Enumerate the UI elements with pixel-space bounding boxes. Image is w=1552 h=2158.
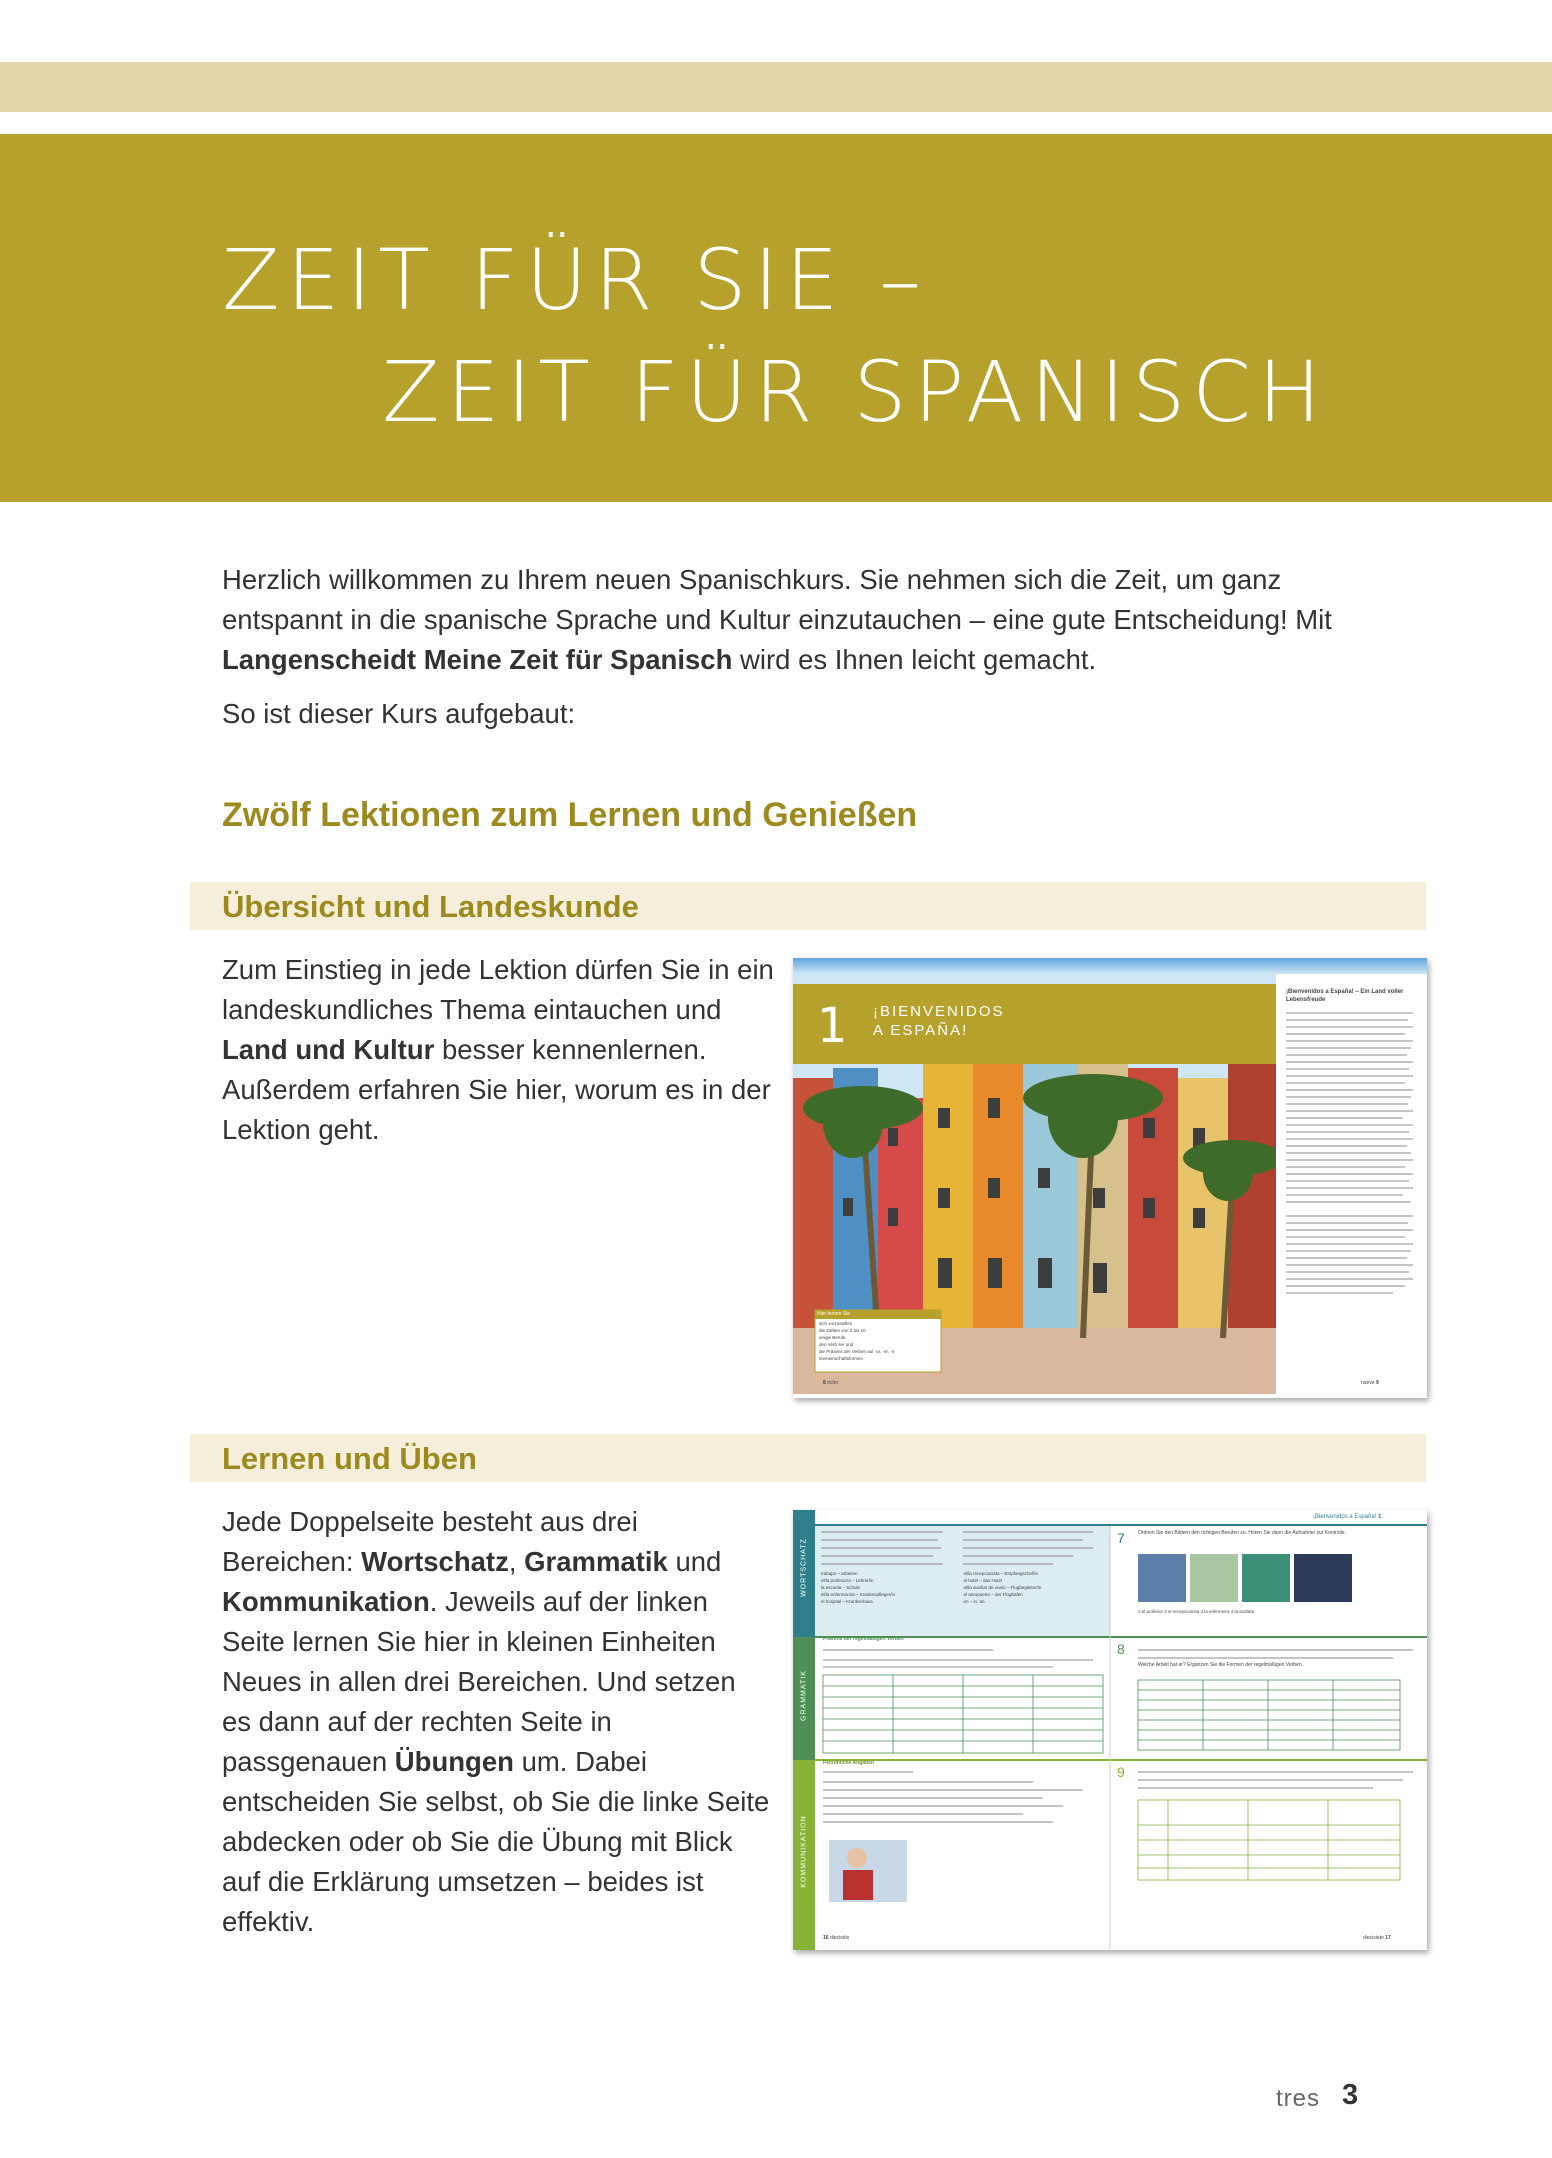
intro-text-start: Herzlich willkommen zu Ihrem neuen Spanischkurs. Sie nehmen sich die Zeit, um ganz entspannt in die spanische Sprache und Kultur einzutauchen – eine gute Entscheidung! Mit: [222, 564, 1332, 635]
vocab-item: el hotel – das Hotel: [963, 1578, 1003, 1583]
top-decor-band: [0, 62, 1552, 112]
practice-text-part: . Jeweils auf der linken Seite lernen Sie hier in kleinen Einheiten Neues in allen drei Bereichen. Und setzen es dann auf der rechten Seite in passgenauen: [222, 1586, 736, 1777]
practice-text-part: Jede Doppelseite besteht aus drei Bereichen:: [222, 1506, 638, 1577]
term-uebungen: Übungen: [394, 1746, 514, 1777]
preview-header-right: [1313, 1514, 1381, 1521]
overview-text-start: Zum Einstieg in jede Lektion dürfen Sie in ein landeskundliches Thema eintauchen und: [222, 954, 774, 1025]
double-page-preview: [793, 1510, 1427, 1950]
box-item: sich vorzustellen: [819, 1321, 853, 1326]
lesson-number: 1: [817, 998, 848, 1054]
practice-text: [222, 1502, 770, 1942]
intro-structure-line: So ist dieser Kurs aufgebaut:: [222, 698, 576, 729]
main-heading: Zwölf Lektionen zum Lernen und Genießen: [222, 796, 918, 834]
section-heading-practice: Lernen und Üben: [222, 1441, 477, 1476]
preview2-footer-right: [1363, 1935, 1391, 1942]
page-number: 3: [1342, 2079, 1359, 2111]
page-number-left: 8: [823, 1380, 826, 1386]
practice-text-part: um. Dabei entscheiden Sie selbst, ob Sie die linke Seite abdecken oder ob Sie die Übung mit Blick auf die Erklärung umsetzen – beides ist effektiv.: [222, 1746, 770, 1937]
intro-text-end: wird es Ihnen leicht gemacht.: [732, 644, 1097, 675]
intro-text: [222, 560, 1372, 734]
exercise-7-caption: 1 el profesor 2 el recepcionista 3 la enfermera 4 la azafata: [1138, 1609, 1255, 1614]
page-word-left: dieciséis: [829, 1935, 850, 1941]
term-grammatik: Grammatik: [524, 1546, 668, 1577]
title-banner: [0, 134, 1552, 502]
vocab-item: el/la auxiliar de vuelo – Flugbegleiter/in: [963, 1585, 1042, 1590]
vocabulary-list: [821, 1570, 1101, 1605]
box-title: Hier lernen Sie: [817, 1311, 851, 1317]
vocab-item: trabajar – arbeiten: [821, 1571, 858, 1576]
vocab-item: el/la profesor/a – Lehrer/in: [821, 1578, 874, 1583]
page-word-right: nueve: [1361, 1380, 1375, 1386]
overview-bold: Land und Kultur: [222, 1034, 435, 1065]
page-word-left: ocho: [827, 1380, 839, 1386]
page-number-word: tres: [1276, 2085, 1321, 2112]
term-wortschatz: Wortschatz: [361, 1546, 509, 1577]
exercise-number-9: 9: [1117, 1764, 1125, 1780]
vocab-item: el hospital – Krankenhaus: [821, 1599, 873, 1604]
section-bar-practice: [190, 1434, 1426, 1482]
vocab-item: en – in, an: [963, 1599, 985, 1604]
vocab-item: el/la recepcionista – Empfangschef/in: [963, 1571, 1039, 1576]
overview-text: [222, 950, 792, 1150]
exercise-number-8: 8: [1117, 1641, 1125, 1657]
section-heading-overview: Übersicht und Landeskunde: [222, 889, 639, 924]
page-number-right: 17: [1385, 1935, 1391, 1941]
page-title-line-2: ZEIT FÜR SPANISCH: [382, 343, 1329, 441]
exercise-7-text: Ordnen Sie den Bildern den richtigen Berufen zu. Hören Sie dann die Aufnahme zur Kontrolle.: [1138, 1530, 1346, 1536]
preview-footer-right: [1361, 1380, 1379, 1387]
side-title: ¡Bienvenidos a España! – Ein Land voller Lebensfreude: [1286, 989, 1404, 1003]
lesson-title: ¡BIENVENIDOS A ESPAÑA!: [873, 1003, 1005, 1039]
section-bar-overview: [190, 882, 1426, 930]
intro-paragraph: [222, 560, 1372, 680]
lesson-opener-preview: [793, 958, 1427, 1398]
band-label-kommunikation: KOMMUNIKATION: [800, 1815, 808, 1888]
exercise-number-7: 7: [1117, 1530, 1125, 1546]
page-number-right: 9: [1376, 1380, 1379, 1386]
box-item: die Zahlen von 0 bis 10: [819, 1328, 866, 1333]
box-item: den Verb ser und: [819, 1342, 854, 1347]
box-item: die Präsens der Verben auf -ar, -er, -ir: [819, 1349, 895, 1354]
exercise-8-text: Welche Arbeit hat er? Ergänzen Sie die Formen der regelmäßigen Verben.: [1138, 1662, 1303, 1668]
band-label-grammatik: GRAMMATIK: [800, 1670, 808, 1721]
product-name: Langenscheidt Meine Zeit für Spanisch: [222, 644, 733, 675]
header-lesson-number: 1: [1378, 1514, 1382, 1520]
communication-title: Persönliche Angaben: [823, 1760, 874, 1766]
page-title-line-1: ZEIT FÜR SIE –: [222, 231, 929, 329]
page-word-right: diecisiete: [1363, 1935, 1384, 1941]
overview-text-end: besser kennenlernen. Außerdem erfahren Sie hier, worum es in der Lektion geht.: [222, 1034, 771, 1145]
box-list: [819, 1320, 939, 1362]
box-item: einige Berufe: [819, 1335, 846, 1340]
preview-footer-left: [823, 1380, 838, 1387]
vocab-item: el/la enfermero/a – Krankenpfleger/in: [821, 1592, 896, 1597]
preview2-footer-left: [823, 1935, 849, 1942]
vocab-item: el aeropuerto – der Flughafen: [963, 1592, 1023, 1597]
box-item: Gemeinschaftsformen: [819, 1356, 864, 1361]
practice-text-part: und: [667, 1546, 722, 1577]
practice-text-part: ,: [508, 1546, 525, 1577]
term-kommunikation: Kommunikation: [222, 1586, 430, 1617]
header-lesson-title: ¡Bienvenidos a España!: [1313, 1514, 1377, 1520]
vocab-item: la escuela – Schule: [821, 1585, 861, 1590]
grammar-title: Präsens der regelmäßigen Verben: [823, 1636, 904, 1642]
band-label-wortschatz: WORTSCHATZ: [800, 1538, 808, 1597]
page-number-left: 16: [823, 1935, 829, 1941]
